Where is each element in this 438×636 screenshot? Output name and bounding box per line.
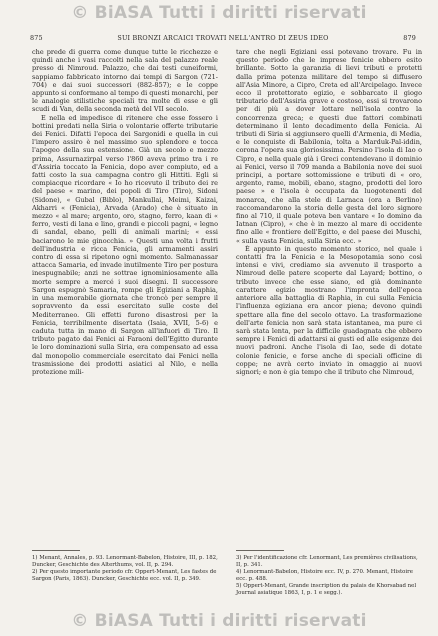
footnotes-right	[236, 555, 422, 598]
page-number-left: 875	[30, 34, 43, 42]
footnote: 2) Per questo importante periodo cfr. Oppert-Menant, Les fastes de Sargon (Paris, 1863). Duncker, Geschichte ecc. vol. II, p. 349.	[32, 569, 217, 582]
footnote-rule-right	[236, 550, 284, 551]
paragraph: tare che negli Egiziani essi potevano trovare. Fu in questo periodo che le imprese fenicie ebbero esito brillante. Sotto la garanzia di lievi tributi e protetti dalla prima potenza militare del tempo si diffusero all'Asia Minore, a Cipro, Creta ed all'Arcipelago. Invece ecco il protettorato egizio, e sobbarcato il giogo tributario dell'Assiria grave e costoso, essi si trovarono per di più a dover lottare nell'isola contro la concorrenza greca; e questi due fattori combinati determinano il lento decadimento della Fenicia. Ai tributi di Siria si aggiunsero quelli d'Armenia, di Media, e le conquiste di Babilonia, tolta a Marduk-Pal-iddin, corona l'opera sua gloriosissima. Persino l'isola di Iao o Cipro, e nella quale già i Greci contendevano il dominio ai Fenici, verso il 709 manda a Babilonia nove dei suoi principi, a portare sottomissione e tributi di « oro, argento, rame, mobili, ebano, stagno, prodotti del loro paese » e l'isola è occupata da luogotenenti del monarca, che alla stele di Larnaca (ora a Berlino) raccomandarono la storia delle gesta del loro signore fino al 710, il quale poteva ben vantare « Io domino da Iatnan (Cipro), « che è in mezzo al mare di occidente fino alle « frontiere dell'Egitto, e del paese dei Muschi, « sulla vasta Fenicia, sulla Siria ecc. »	[236, 48, 422, 245]
footnote: 1) Menant, Annales, p. 93. Lenormant-Babelon, Histoire, III, p. 182, Duncker, Geschichte des Alterthums, vol. II, p. 294.	[32, 555, 218, 568]
right-text-column	[236, 48, 422, 376]
paragraph: E nella ed impedisce di ritenere che esse fossero i bottini predati nella Siria o volontarie offerte tributarie dei Fenici. Difatti l'epoca dei Sargonidi e quella in cui l'impero assiro è nel massimo suo splendore e tocca l'apogeo della sua estensione. Già un secolo e mezzo prima, Assurnazirpal verso l'860 aveva primo tra i re d'Assiria toccato la Fenicia, dopo aver compiuto, ed a fatti costo la sua campagna contro gli Hittiti. Egli si compiacque ricordare « Io ho ricevuto il tributo dei re del paese « marino, dei popoli di Tiro (Tiro), Sidoni (Sidone), « Gubal (Biblo), Mankullai, Meimi, Kaizai, Akharri « (Fenicia), Arvada (Arado) che è situato in mezzo « al mare; argento, oro, stagno, ferro, kaan di « ferro, vesti di lana e lino, grandi e piccoli pagni, « legno di sandal, ebano, pelli di animali marini; « essi baciarono le mie ginocchia. » Questi una volta i frutti dell'industria e ricca Fenicia, gli armamenti assiri contro di essa si ripetono ogni momento. Salmanassar attacca Samaria, ed invade inutilmente Tiro per postura inespugnabile; anzi ne sottrae ignominiosamente alla morte sempre a mercé i suoi disegni. Il successore Sargon espugnò Samaria, rompe gli Egiziani a Raphia, in una memorabile giornata che troncò per sempre il sopravvento da essi esercitato sulle coste del Mediterraneo. Gli effetti furono disastrosi per la Fenicia, terribilmente disertata (Isaia, XVII, 5-6) e caduta tutta in mano di Sargon all'infuori di Tiro. Il tributo pagato dai Fenici ai Faraoni dell'Egitto durante le loro dominazioni sulla Siria, era compensato ad essa dal monopolio commerciale esercitato dai Fenici nella trasmissione dei prodotti asiatici al Nilo, e nella protezione mili-	[32, 113, 218, 376]
watermark-bottom: © BiASA Tutti i diritti riservati	[71, 611, 367, 631]
footnote: 5) Oppert-Menant, Grande inscription du palais de Khorsabad nel Journal asiatique 1863, I, p. 1 e segg.).	[236, 583, 417, 597]
watermark-top: © BiASA Tutti i diritti riservati	[71, 3, 367, 23]
running-title: SUI BRONZI ARCAICI TROVATI NELL'ANTRO DI ZEUS IDEO	[117, 34, 329, 42]
footnote-rule-left	[32, 550, 80, 551]
footnote: 3) Per l'identificazione cfr. Lenormant, Les premières civilisations, II, p. 341.	[236, 555, 418, 568]
footnotes-left	[32, 555, 218, 583]
footnote: 4) Lenormant-Babelon, Histoire ecc. IV, p. 270. Menant, Histoire ecc. p. 488.	[236, 569, 413, 582]
page-number-right: 879	[403, 34, 416, 42]
paragraph: È appunto in questo momento storico, nel quale i contatti fra la Fenicia e la Mesopotamia sono così intensi e vivi, crediamo sia avvenuto il trasporto a Nimroud delle patere scoperte dal Layard; bottino, o tributo invece che esse siano, ed già dominante carattere egizio mostrano l'impronta dell'epoca anteriore alla battaglia di Raphia, in cui sulla Fenicia l'influenza egiziana era ancor piena; devono quindi spettare alla fine del secolo ottavo. La trasformazione dell'arte fenicia non sarà stata istantanea, ma pure ci sarà stata lenta, per la difficile guadagnata che ebbero sempre i Fenici di adattarsi ai gusti ed alle esigenze dei nuovi padroni. Anche l'isola di Iao, sede di dotate colonie fenicie, e forse anche di speciali officine di coppe; ne avrà certo inviato in omaggio ai nuovi signori; e non è gia tempo che il tributo che Nimroud,	[236, 244, 422, 376]
paragraph: che prede di guerra come dunque tutte le ricchezze e quindi anche i vasi raccolti nella sala del palazzo reale presso di Nimroud. Palazzo, che dai testi cuneiformi, sappiamo fabbricato intorno dai tempi di Sargon (721-704) e dai suoi successori (882-857); e le coppe appunto si conformano al tempo di questi monarchi, per le analogie stilistiche speciali tra molte di esse e gli scudi di Van, della seconda metà del VII secolo.	[32, 48, 218, 114]
left-text-column	[32, 48, 218, 376]
